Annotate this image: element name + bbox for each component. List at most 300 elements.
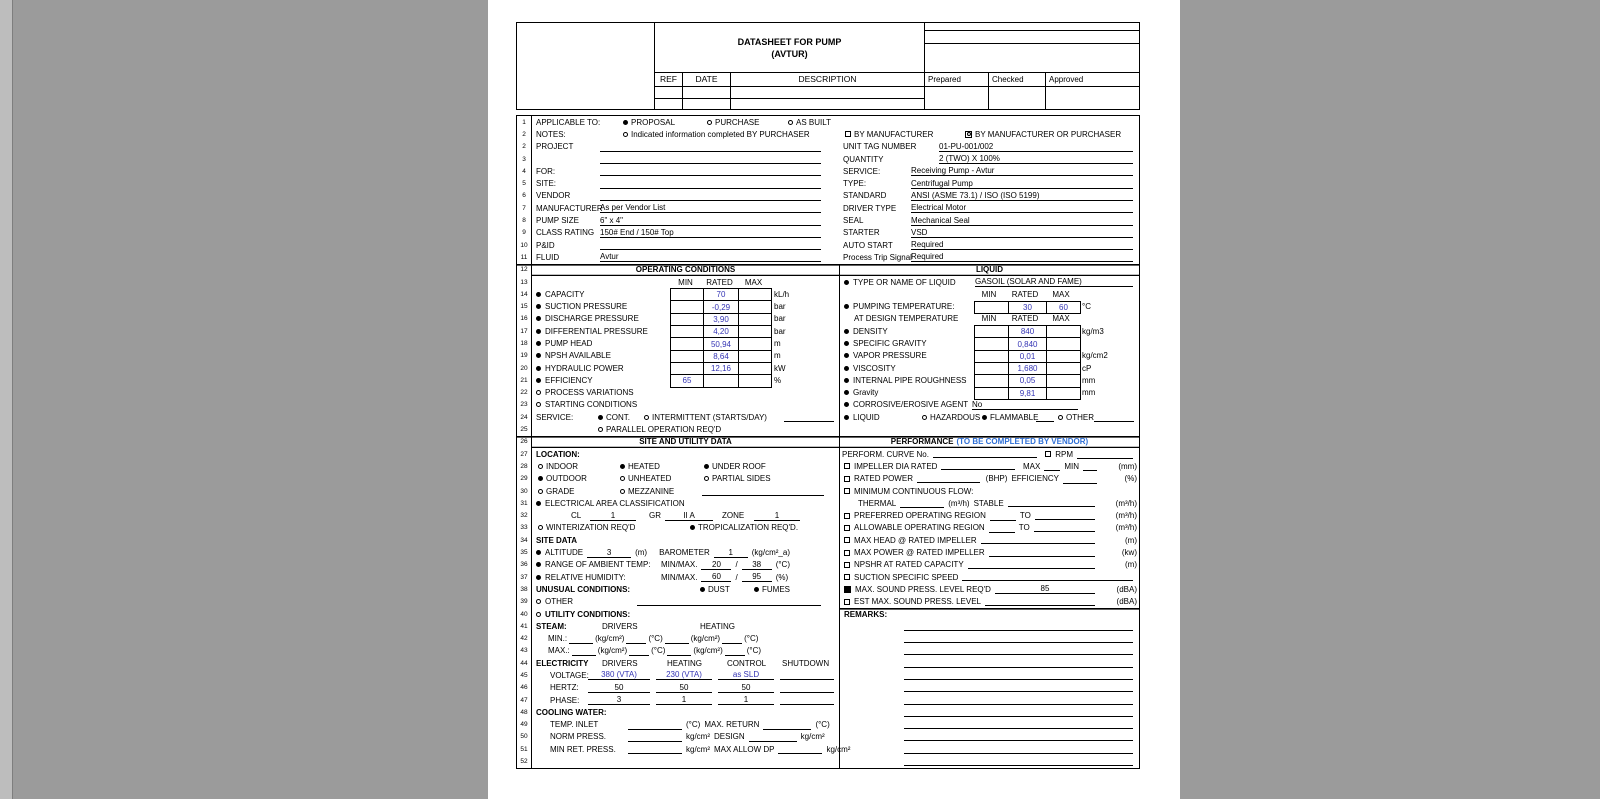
- bullet-icon: [844, 390, 849, 395]
- ref-cell: [655, 99, 683, 110]
- max-head-label: MAX HEAD @ RATED IMPELLER: [854, 535, 977, 545]
- row: [517, 288, 1139, 300]
- corrosive-value: No: [972, 399, 983, 409]
- slash: /: [735, 560, 738, 570]
- auto-start-value: Required: [911, 240, 944, 250]
- altitude-label: ALTITUDE: [545, 548, 584, 558]
- corrosive-line: [972, 400, 1078, 410]
- max-label: MAX: [1022, 461, 1041, 471]
- max-header: MAX: [744, 277, 763, 287]
- row-number: 51: [517, 743, 532, 755]
- hertz-heating-value: 50: [679, 682, 689, 692]
- starter-value: VSD: [911, 227, 928, 237]
- radio-filled-icon: [704, 464, 709, 469]
- unit-label: bar: [774, 326, 786, 336]
- liquid-class-label: LIQUID: [853, 412, 880, 422]
- blank-line: [1063, 474, 1097, 484]
- row: [517, 485, 1139, 497]
- blank-line: [1035, 512, 1095, 520]
- class-rating-value: 150# End / 150# Top: [600, 227, 674, 237]
- blank-line: [722, 634, 742, 644]
- process-variations-label: PROCESS VARIATIONS: [545, 388, 634, 398]
- liquid-type-line: [975, 277, 1133, 287]
- operating-conditions-title: OPERATING CONDITIONS: [635, 265, 736, 275]
- max-sound-label: MAX. SOUND PRESS. LEVEL REQ'D: [855, 584, 991, 594]
- checkbox-icon: [844, 550, 850, 556]
- blank-line: [600, 240, 821, 250]
- bullet-icon: [536, 378, 541, 383]
- unusual-conditions-label: UNUSUAL CONDITIONS:: [536, 584, 631, 594]
- tropicalization-label: TROPICALIZATION REQ'D.: [698, 523, 799, 533]
- doc-number-row: [925, 44, 1139, 73]
- hertz-control-line: [718, 683, 774, 693]
- row-number: 24: [517, 411, 532, 423]
- row-number: 35: [517, 546, 532, 558]
- vendor-label: VENDOR: [536, 191, 571, 201]
- row: [517, 682, 1139, 694]
- electricity-label: ELECTRICITY: [536, 658, 589, 668]
- blank-line: [628, 720, 682, 730]
- unit-label: (dBA): [1116, 584, 1137, 594]
- checkbox-icon: [844, 574, 850, 580]
- site-utility-title: SITE AND UTILITY DATA: [639, 437, 732, 447]
- barometer-label: BAROMETER: [659, 548, 710, 558]
- bullet-icon: [536, 316, 541, 321]
- bhp-label: (BHP): [985, 474, 1008, 484]
- cooling-water-label: COOLING WATER:: [536, 707, 607, 717]
- unit-label: (°C): [651, 646, 666, 656]
- row-number: 19: [517, 350, 532, 362]
- gr-label: GR: [649, 511, 661, 521]
- min-header: MIN: [678, 277, 693, 287]
- altitude-value: 3: [606, 547, 612, 557]
- checkbox-icon: [845, 131, 851, 137]
- applicable-label: APPLICABLE TO:: [536, 117, 601, 127]
- unit-label: mm: [1082, 375, 1096, 385]
- radio-filled-icon: [538, 476, 543, 481]
- remarks-line: [904, 646, 1133, 655]
- blank-line: [933, 450, 1037, 458]
- max-power-label: MAX POWER @ RATED IMPELLER: [854, 548, 985, 558]
- steam-min-label: MIN.:: [548, 634, 568, 644]
- remarks-line: [904, 683, 1133, 692]
- row: [517, 300, 1139, 312]
- row: [517, 337, 1139, 349]
- partial-sides-label: PARTIAL SIDES: [712, 474, 771, 484]
- at-design-temp-label: AT DESIGN TEMPERATURE: [854, 314, 959, 324]
- trip-line: [911, 252, 1133, 262]
- bullet-icon: [536, 329, 541, 334]
- purchase-label: PURCHASE: [715, 117, 760, 127]
- row: [517, 497, 1139, 509]
- row: [517, 153, 1139, 165]
- row-number: 41: [517, 620, 532, 632]
- row: [517, 276, 1139, 288]
- row: [517, 239, 1139, 251]
- phase-drivers-value: 3: [616, 694, 622, 704]
- service-line: [911, 166, 1133, 176]
- row-number: 11: [517, 251, 532, 263]
- row-number: 21: [517, 374, 532, 386]
- min-continuous-flow-label: MINIMUM CONTINUOUS FLOW:: [854, 486, 974, 496]
- blank-line: [667, 646, 691, 656]
- diff-pressure-label: DIFFERENTIAL PRESSURE: [545, 326, 648, 336]
- approved-cell: [1046, 87, 1139, 110]
- thermal-label: THERMAL: [858, 498, 897, 508]
- discharge-pressure-label: DISCHARGE PRESSURE: [545, 314, 639, 324]
- rated-power-label: RATED POWER: [854, 474, 913, 484]
- row-number: 48: [517, 706, 532, 718]
- remarks-line: [904, 745, 1133, 754]
- min-header: MIN: [981, 289, 997, 299]
- stable-label: STABLE: [973, 498, 1004, 508]
- prepared-cell: [925, 87, 989, 110]
- auto-start-label: AUTO START: [843, 240, 893, 250]
- type-value: Centrifugal Pump: [911, 178, 973, 188]
- row-number: 7: [517, 202, 532, 214]
- row: [517, 116, 1139, 128]
- unit-label: kg/cm²: [800, 732, 825, 742]
- row-number: 31: [517, 497, 532, 509]
- blank-line: [725, 646, 745, 656]
- row: [517, 669, 1139, 681]
- blank-line: [1008, 499, 1095, 507]
- min-ret-press-label: MIN RET. PRESS.: [550, 744, 616, 754]
- unit-label: (m): [1125, 560, 1137, 570]
- humidity-max-value: 95: [752, 572, 762, 582]
- bullet-icon: [844, 402, 849, 407]
- standard-value: ANSI (ASME 73.1) / ISO (ISO 5199): [911, 190, 1040, 200]
- hydraulic-power-label: HYDRAULIC POWER: [545, 363, 624, 373]
- row: [517, 165, 1139, 177]
- row: [517, 731, 1139, 743]
- row: [517, 313, 1139, 325]
- blank-line: [665, 634, 689, 644]
- unit-label: kL/h: [774, 289, 790, 299]
- humidity-min-value: 60: [712, 572, 721, 582]
- bullet-icon: [536, 353, 541, 358]
- hazardous-label: HAZARDOUS: [930, 412, 981, 422]
- seal-label: SEAL: [843, 216, 864, 226]
- intermittent-label: INTERMITTENT (STARTS/DAY): [652, 412, 767, 422]
- unit-label: (m³/h): [1115, 511, 1137, 521]
- max-allow-dp-label: MAX ALLOW DP: [714, 744, 775, 754]
- ref-cell: [655, 87, 683, 98]
- bullet-icon: [844, 415, 849, 420]
- section-header-row: [517, 436, 1139, 448]
- title-center: [655, 23, 925, 109]
- notes-label: NOTES:: [536, 129, 566, 139]
- row-number: 28: [517, 460, 532, 472]
- starting-conditions-label: STARTING CONDITIONS: [545, 400, 638, 410]
- row-number: 46: [517, 682, 532, 694]
- row: [517, 190, 1139, 202]
- corrosive-label: CORROSIVE/EROSIVE AGENT: [853, 400, 969, 410]
- to-label: TO: [1019, 511, 1031, 521]
- section-header-row: [517, 264, 1139, 276]
- row-number: 27: [517, 448, 532, 460]
- checkbox-icon: [844, 463, 850, 469]
- rated-header: RATED: [1011, 314, 1039, 324]
- blank-line: [1044, 461, 1060, 471]
- barometer-line: [714, 548, 748, 558]
- unit-label: (kw): [1121, 548, 1137, 558]
- radio-icon: [620, 489, 625, 494]
- preferred-region-label: PREFERRED OPERATING REGION: [854, 511, 986, 521]
- max-return-label: MAX. RETURN: [704, 720, 760, 730]
- row-number: 49: [517, 719, 532, 731]
- row: [517, 128, 1139, 140]
- approved-header: Approved: [1049, 74, 1084, 84]
- pipe-roughness-label: INTERNAL PIPE ROUGHNESS: [853, 375, 967, 385]
- unit-tag-label: UNIT TAG NUMBER: [843, 142, 917, 152]
- design-label: DESIGN: [714, 732, 745, 742]
- gravity-rated: 9,81: [1009, 388, 1047, 400]
- standard-line: [911, 191, 1133, 201]
- hertz-heating-line: [656, 683, 712, 693]
- as-built-label: AS BUILT: [796, 117, 831, 127]
- remarks-line: [904, 696, 1133, 705]
- remarks-line: [904, 708, 1133, 717]
- row-number: 9: [517, 227, 532, 239]
- shutdown-header: SHUTDOWN: [782, 658, 830, 668]
- row-number: 40: [517, 608, 532, 620]
- row-number: 3: [517, 153, 532, 165]
- pump-temp-max: 60: [1047, 302, 1081, 314]
- radio-icon: [707, 120, 712, 125]
- cl-value: 1: [610, 510, 616, 520]
- row: [517, 706, 1139, 718]
- radio-filled-icon: [598, 415, 603, 420]
- blank-line: [990, 511, 1016, 521]
- row-number: 52: [517, 755, 532, 767]
- slash: /: [735, 572, 738, 582]
- row: [517, 202, 1139, 214]
- phase-heating-line: [656, 695, 712, 705]
- quantity-value: 2 (TWO) X 100%: [939, 154, 1000, 164]
- checked-cell: [989, 87, 1046, 110]
- blank-line: [628, 744, 682, 754]
- blank-line: [900, 498, 944, 508]
- density-rated: 840: [1009, 326, 1047, 338]
- radio-filled-icon: [536, 550, 541, 555]
- efficiency-label: EFFICIENCY: [545, 375, 593, 385]
- row-number: 30: [517, 485, 532, 497]
- row-number: 47: [517, 694, 532, 706]
- heating-header: HEATING: [700, 621, 735, 631]
- row: [517, 645, 1139, 657]
- class-rating-label: CLASS RATING: [536, 228, 595, 238]
- row-number: 1: [517, 116, 532, 128]
- row-number: 20: [517, 362, 532, 374]
- unit-tag-value: 01-PU-001/002: [939, 141, 994, 151]
- vapor-pressure-label: VAPOR PRESSURE: [853, 351, 927, 361]
- hertz-control-value: 50: [741, 682, 751, 692]
- ambient-min-line: [701, 560, 731, 570]
- vapor-rated: 0,01: [1009, 351, 1047, 363]
- radio-icon: [644, 415, 649, 420]
- description-cell: [731, 99, 924, 110]
- bullet-icon: [536, 304, 541, 309]
- row: [517, 608, 1139, 620]
- phase-heating-value: 1: [681, 694, 687, 704]
- title-line1: DATASHEET FOR PUMP: [737, 36, 842, 47]
- checkbox-icon: [844, 476, 850, 482]
- mezzanine-label: MEZZANINE: [628, 486, 675, 496]
- checkbox-icon: [844, 513, 850, 519]
- blank-line: [780, 670, 834, 680]
- quantity-label: QUANTITY: [843, 154, 884, 164]
- zone-label: ZONE: [722, 511, 745, 521]
- bullet-icon: [844, 378, 849, 383]
- liquid-title: LIQUID: [975, 265, 1004, 275]
- minmax-label: MIN/MAX.: [661, 560, 698, 570]
- indoor-label: INDOOR: [546, 461, 578, 471]
- row: [517, 227, 1139, 239]
- blank-line: [629, 646, 649, 656]
- phase-control-line: [718, 695, 774, 705]
- steam-max-label: MAX.:: [548, 646, 570, 656]
- ambient-temp-label: RANGE OF AMBIENT TEMP:: [545, 560, 651, 570]
- max-sound-value: 85: [1040, 584, 1050, 594]
- npsh-rated: 8,64: [704, 351, 739, 363]
- row-number: 36: [517, 559, 532, 571]
- unit-label: (m³/h): [1115, 523, 1137, 533]
- max-header: MAX: [1052, 314, 1070, 324]
- blank-line: [941, 462, 1015, 470]
- hertz-drivers-line: [588, 683, 650, 693]
- starter-label: STARTER: [843, 228, 880, 238]
- proposal-label: PROPOSAL: [631, 117, 676, 127]
- radio-icon: [598, 427, 603, 432]
- by-manufacturer-label: BY MANUFACTURER: [854, 129, 934, 139]
- pump-size-value: 6" x 4": [600, 215, 624, 225]
- bullet-icon: [844, 280, 849, 285]
- row: [517, 387, 1139, 399]
- date-header: DATE: [683, 73, 731, 86]
- bullet-icon: [844, 341, 849, 346]
- row-number: 10: [517, 239, 532, 251]
- radio-filled-icon: [536, 562, 541, 567]
- minmax-label: MIN/MAX.: [661, 572, 698, 582]
- logo-cell: [517, 23, 655, 109]
- unit-label: (°C): [744, 634, 759, 644]
- type-line: [911, 179, 1133, 189]
- seal-value: Mechanical Seal: [911, 215, 970, 225]
- row-number: 45: [517, 669, 532, 681]
- project-label: PROJECT: [536, 142, 574, 152]
- radio-icon: [922, 415, 927, 420]
- driver-type-value: Electrical Motor: [911, 203, 967, 213]
- radio-filled-icon: [690, 525, 695, 530]
- blank-line: [572, 646, 596, 656]
- voltage-drivers-value: 380 (VTA): [601, 670, 637, 680]
- unit-tag-line: [939, 142, 1133, 152]
- unit-label: °C: [1082, 302, 1091, 312]
- doc-number-row: [925, 23, 1139, 31]
- row-number: 42: [517, 632, 532, 644]
- radio-icon: [536, 390, 541, 395]
- row: [517, 522, 1139, 534]
- radio-icon: [538, 489, 543, 494]
- remarks-label: REMARKS:: [844, 609, 888, 619]
- radio-icon: [536, 402, 541, 407]
- driver-type-label: DRIVER TYPE: [843, 203, 897, 213]
- row: [517, 571, 1139, 583]
- steam-label: STEAM:: [536, 621, 567, 631]
- efficiency-perf-label: EFFICIENCY: [1011, 474, 1059, 484]
- description-cell: [731, 87, 924, 98]
- suction-specific-speed-label: SUCTION SPECIFIC SPEED: [854, 572, 959, 582]
- gr-line: [665, 511, 713, 521]
- checkbox-icon: [844, 488, 850, 494]
- row-number: 12: [517, 264, 532, 276]
- gr-value: II A: [683, 510, 695, 520]
- barometer-value: 1: [728, 547, 733, 557]
- radio-icon: [620, 476, 625, 481]
- control-header: CONTROL: [727, 658, 767, 668]
- row-number: 23: [517, 399, 532, 411]
- heating-header: HEATING: [667, 658, 702, 668]
- ambient-min-value: 20: [712, 559, 721, 569]
- capacity-label: CAPACITY: [545, 289, 585, 299]
- row: [517, 620, 1139, 632]
- seal-line: [911, 216, 1133, 226]
- blank-line: [985, 598, 1095, 606]
- unit-label: (m): [635, 548, 648, 558]
- blank-line: [1083, 461, 1097, 471]
- title-block: [516, 22, 1140, 110]
- humidity-max-line: [742, 572, 772, 582]
- row-number: 16: [517, 313, 532, 325]
- blank-line: [600, 179, 821, 189]
- row: [517, 583, 1139, 595]
- radio-filled-icon: [700, 587, 705, 592]
- blank-line: [784, 412, 834, 422]
- unit-label: (kg/cm²): [597, 646, 628, 656]
- checkbox-icon: [844, 599, 850, 605]
- checkbox-icon: [844, 525, 850, 531]
- blank-line: [1077, 449, 1133, 459]
- row: [517, 694, 1139, 706]
- unit-label: kg/cm²: [826, 744, 851, 754]
- viscosity-label: VISCOSITY: [853, 363, 896, 373]
- by-manufacturer-or-purchaser-label: BY MANUFACTURER OR PURCHASER: [975, 129, 1122, 139]
- bullet-icon: [844, 366, 849, 371]
- manufacturer-line: [600, 203, 821, 213]
- radio-icon: [536, 612, 541, 617]
- gravity-label: Gravity: [853, 388, 879, 398]
- blank-line: [637, 598, 821, 606]
- blank-line: [1094, 412, 1134, 422]
- row-number: 8: [517, 214, 532, 226]
- row-number: 44: [517, 657, 532, 669]
- checkbox-icon: [844, 537, 850, 543]
- fumes-label: FUMES: [762, 584, 790, 594]
- parallel-operation-label: PARALLEL OPERATION REQ'D: [606, 425, 722, 435]
- unit-label: (°C): [775, 560, 790, 570]
- ambient-max-value: 38: [752, 559, 762, 569]
- row: [517, 755, 1139, 767]
- density-label: DENSITY: [853, 326, 888, 336]
- row: [517, 743, 1139, 755]
- unit-label: (°C): [686, 720, 701, 730]
- site-data-label: SITE DATA: [536, 535, 578, 545]
- service-label: SERVICE:: [843, 166, 881, 176]
- row-number: 50: [517, 731, 532, 743]
- row: [517, 534, 1139, 546]
- blank-line: [600, 142, 821, 152]
